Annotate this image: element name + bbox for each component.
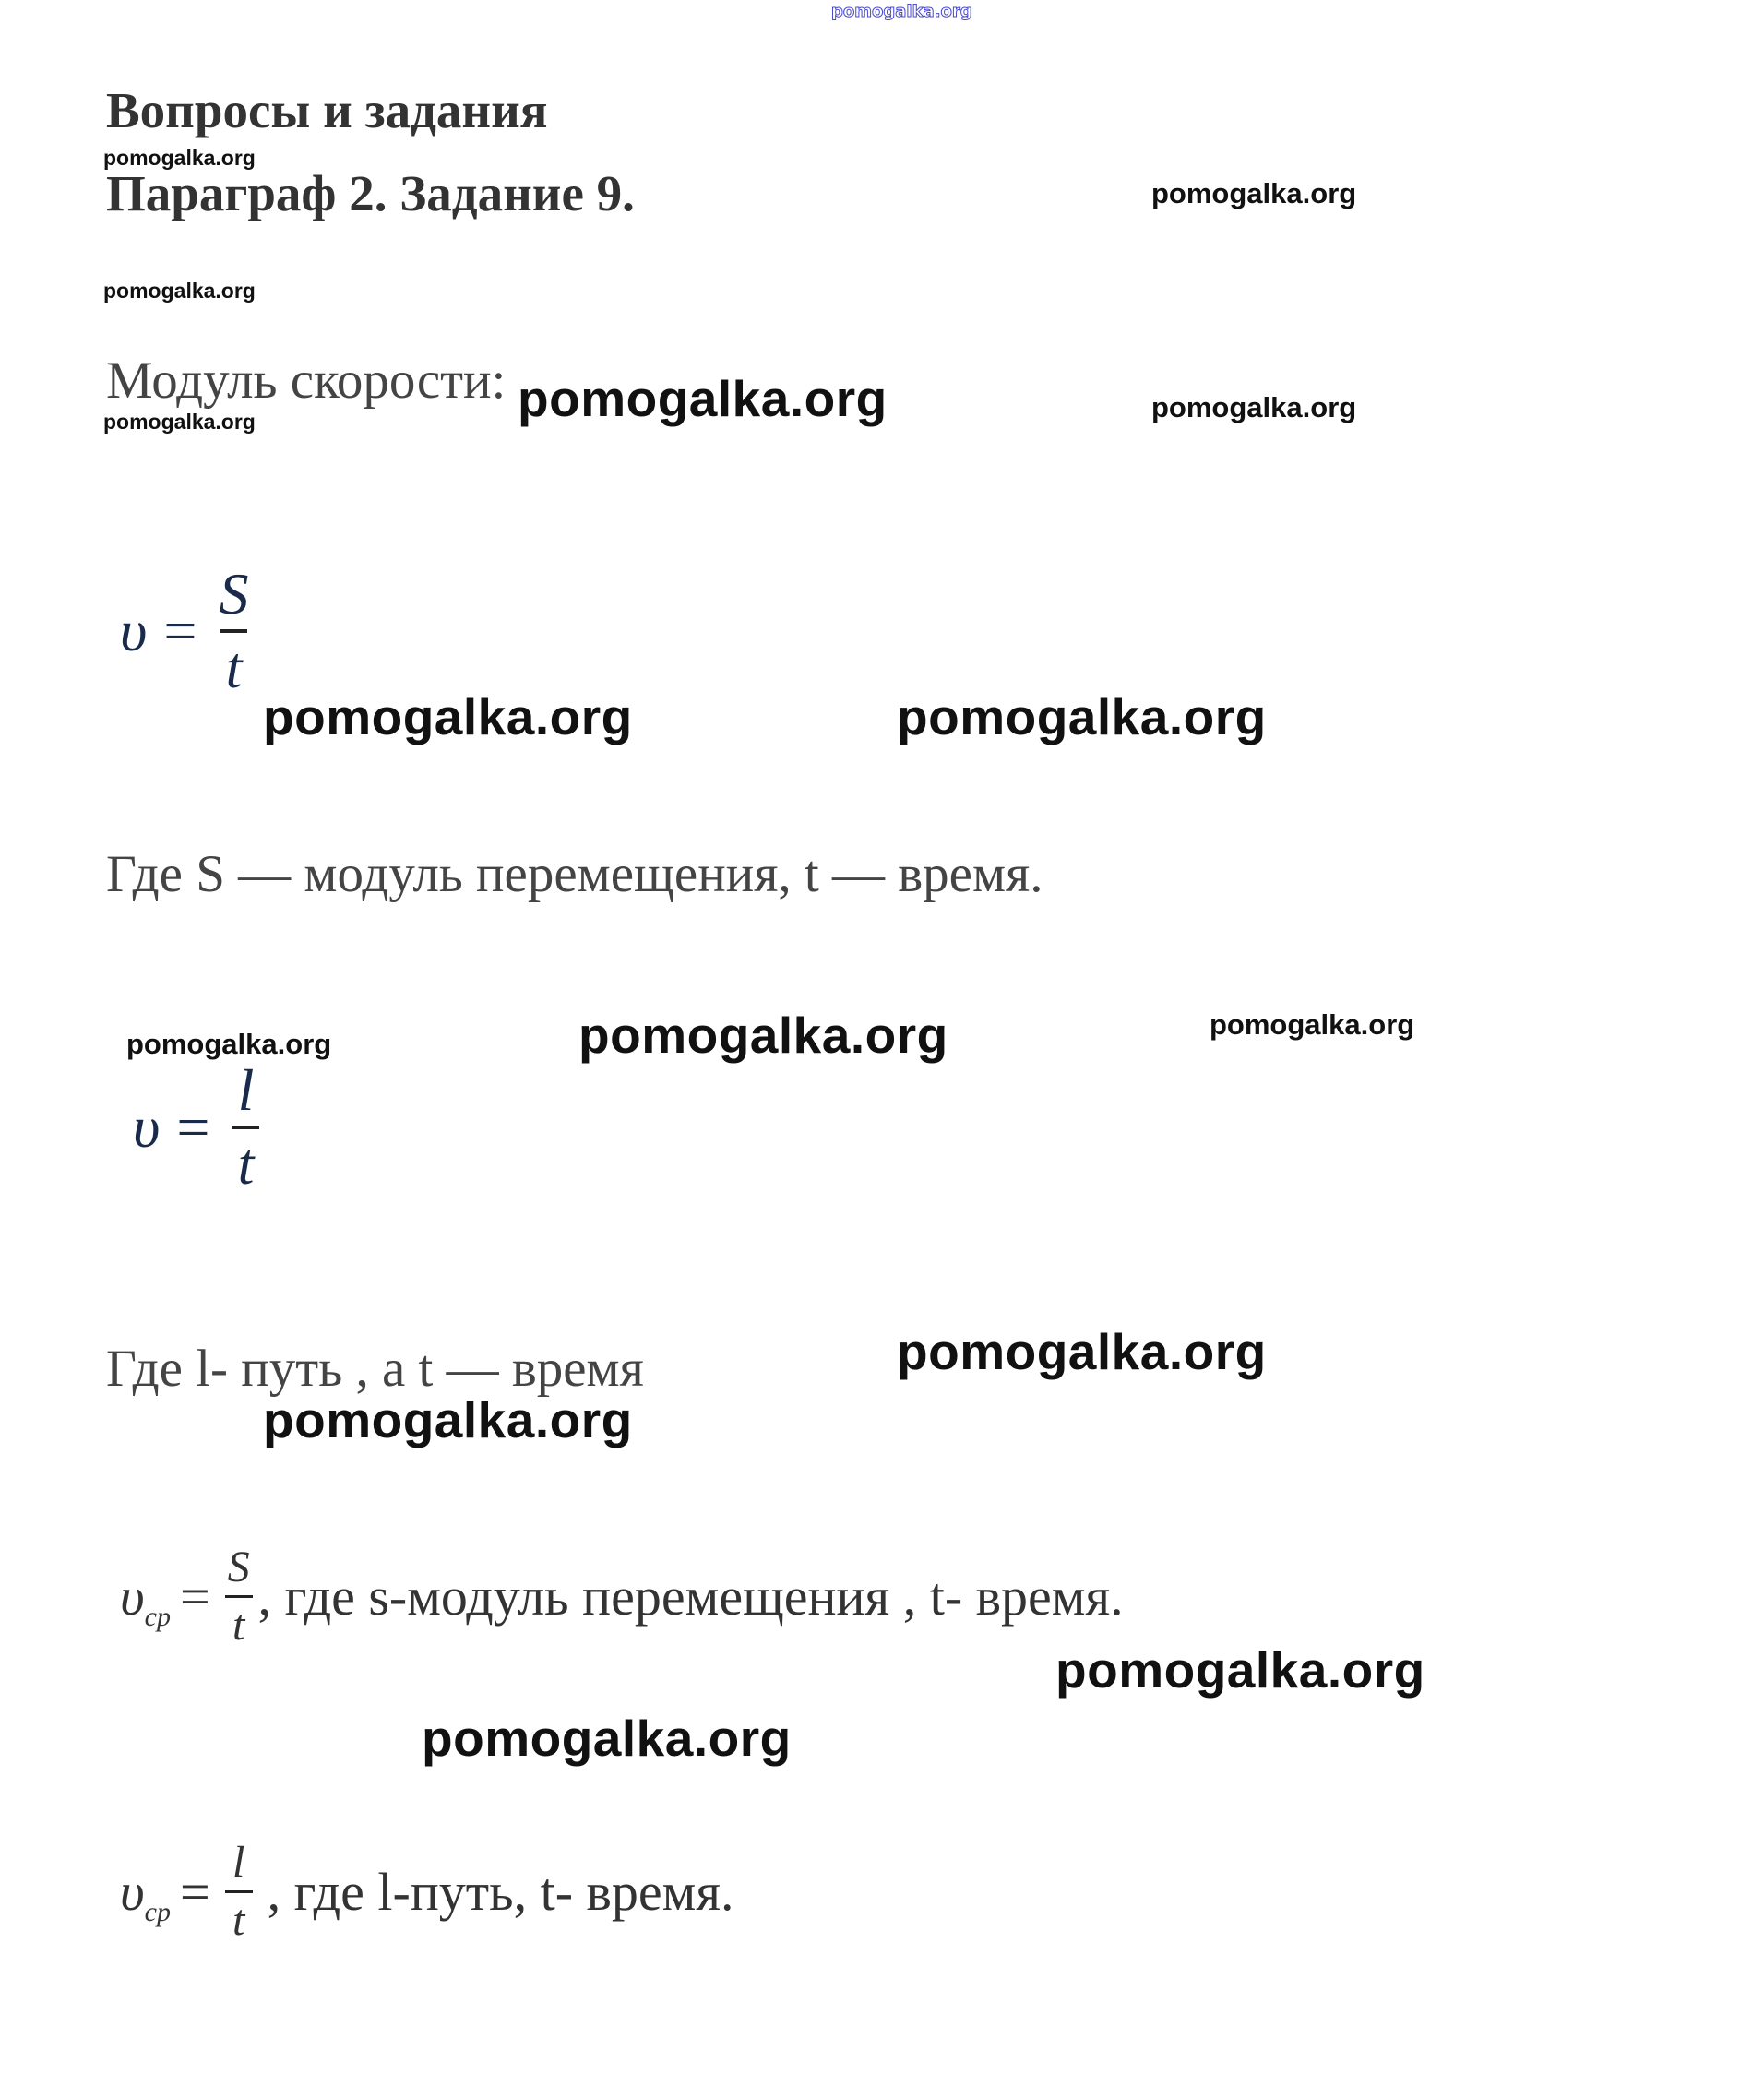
watermark: pomogalka.org <box>1151 391 1357 423</box>
formula-lhs: υ <box>133 1094 161 1160</box>
watermark: pomogalka.org <box>103 279 256 303</box>
watermark: pomogalka.org <box>126 1028 332 1060</box>
watermark: pomogalka.org <box>897 688 1267 745</box>
denominator: t <box>237 1131 255 1197</box>
denominator: t <box>232 1896 245 1945</box>
denominator: t <box>232 1601 245 1650</box>
formula-eq: = <box>163 598 197 663</box>
fraction <box>225 1545 253 1648</box>
fraction-bar <box>225 1595 253 1598</box>
watermark: pomogalka.org <box>263 1391 633 1448</box>
fraction <box>225 1838 253 1945</box>
formula-average-speed-path <box>120 1838 734 1945</box>
explanation-displacement: Где S — модуль перемещения, t — время. <box>106 845 1043 903</box>
formula-speed-displacement <box>120 561 254 700</box>
formula-description: , где l-путь, t- время. <box>267 1862 734 1922</box>
formula-eq: = <box>176 1094 210 1160</box>
watermark: pomogalka.org <box>263 688 633 745</box>
formula-eq: = <box>179 1862 210 1922</box>
explanation-path: Где l- путь , а t — время <box>106 1340 644 1398</box>
formula-average-speed-displacement <box>120 1545 1124 1648</box>
watermark: pomogalka.org <box>1210 1008 1415 1041</box>
denominator: t <box>225 635 243 700</box>
fraction-bar <box>225 1890 253 1893</box>
watermark-top: pomogalka.org <box>831 2 972 21</box>
watermark: pomogalka.org <box>1055 1641 1425 1699</box>
formula-subscript: ср <box>144 1601 171 1632</box>
numerator: S <box>219 561 249 626</box>
watermark: pomogalka.org <box>422 1710 792 1767</box>
watermark: pomogalka.org <box>103 146 256 170</box>
fraction-bar <box>232 1126 259 1129</box>
formula-description: , где s-модуль перемещения , t- время. <box>257 1567 1124 1627</box>
speed-label: Модуль скорости: <box>106 352 507 410</box>
formula-eq: = <box>179 1567 210 1627</box>
formula-lhs: υ <box>120 1567 145 1627</box>
fraction <box>232 1057 259 1197</box>
section-title: Вопросы и задания <box>106 82 548 138</box>
formula-lhs: υ <box>120 598 148 663</box>
fraction-bar <box>220 629 247 633</box>
formula-lhs: υ <box>120 1862 145 1922</box>
numerator: l <box>232 1838 245 1887</box>
formula-speed-path <box>133 1057 265 1197</box>
watermark: pomogalka.org <box>578 1007 948 1064</box>
task-title: Параграф 2. Задание 9. <box>106 165 635 221</box>
watermark: pomogalka.org <box>518 370 888 427</box>
fraction <box>219 561 249 700</box>
watermark: pomogalka.org <box>103 410 256 434</box>
watermark: pomogalka.org <box>1151 177 1357 209</box>
watermark: pomogalka.org <box>897 1323 1267 1380</box>
numerator: S <box>227 1543 250 1591</box>
numerator: l <box>237 1057 255 1123</box>
formula-subscript: ср <box>144 1896 171 1927</box>
